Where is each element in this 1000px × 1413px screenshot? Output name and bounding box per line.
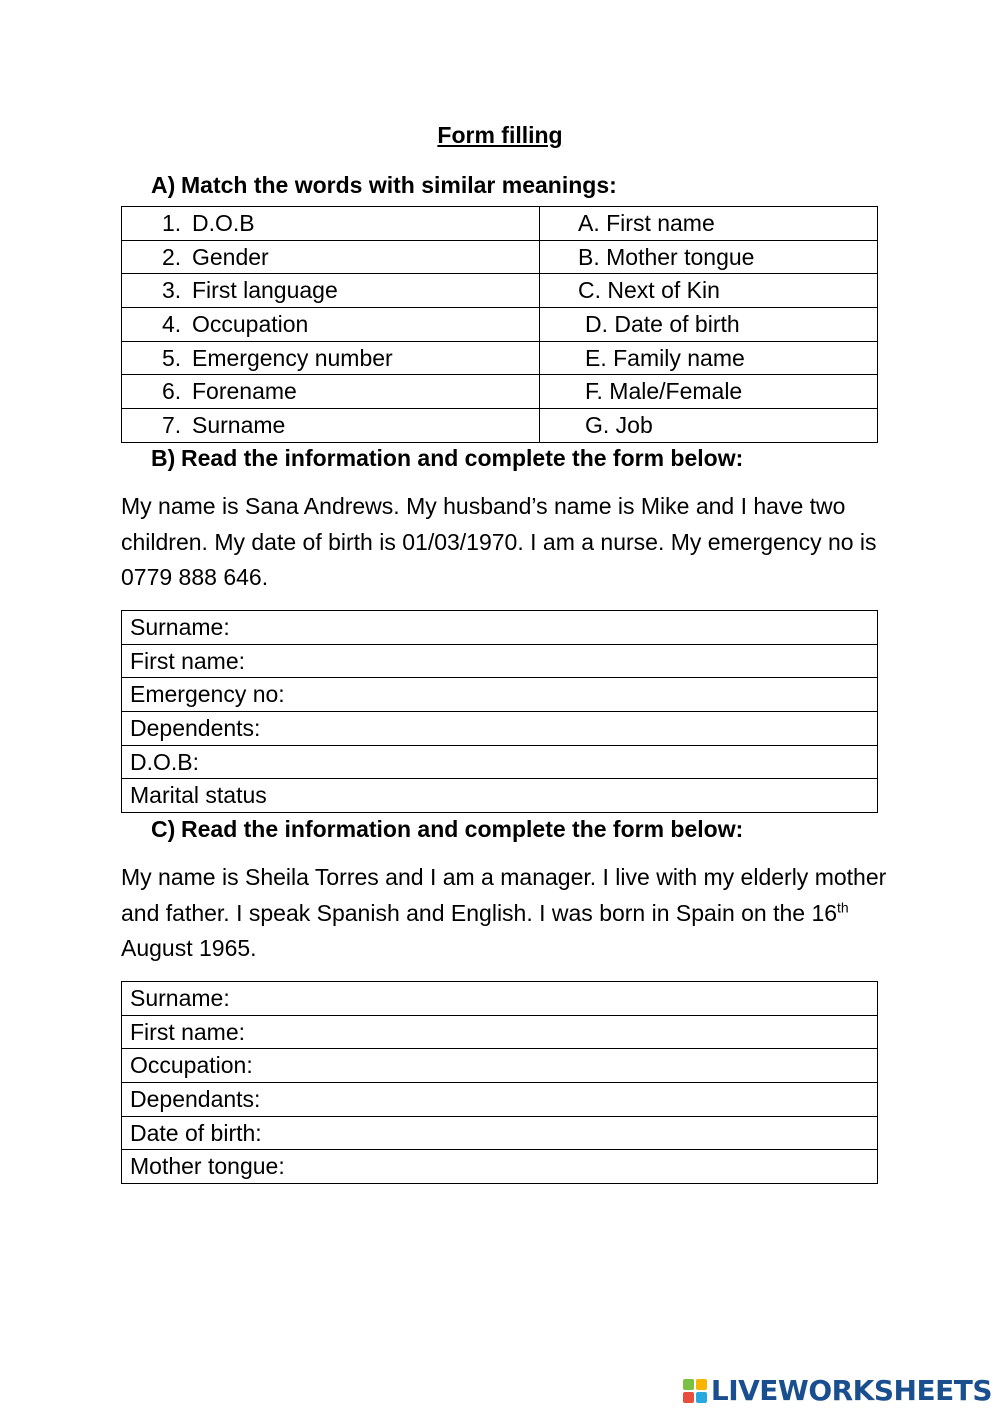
section-c-letter: C) (151, 816, 176, 842)
match-right-cell: D. Date of birth (540, 308, 878, 342)
form-c-field[interactable]: Occupation: (122, 1049, 878, 1083)
form-b-field[interactable]: Dependents: (122, 712, 878, 746)
section-c-paragraph: My name is Sheila Torres and I am a manager. I live with my elderly mother and father. I speak Spanish and English. I was born in Spain on the 16th August 1965. (121, 864, 887, 961)
match-right-cell: A. First name (540, 207, 878, 241)
table-row (122, 409, 878, 443)
table-row (122, 712, 878, 746)
section-b-paragraph: My name is Sana Andrews. My husband’s name is Mike and I have two children. My date of birth is 01/03/1970. I am a nurse. My emergency no is 0779 888 646. (121, 493, 877, 590)
table-row (122, 308, 878, 342)
match-right-cell: F. Male/Female (540, 375, 878, 409)
form-b-field[interactable]: Surname: (122, 611, 878, 645)
form-c-field[interactable]: Mother tongue: (122, 1150, 878, 1184)
section-c-heading (151, 816, 743, 843)
form-c-field[interactable]: Surname: (122, 982, 878, 1016)
table-row (122, 745, 878, 779)
section-b-heading (151, 445, 743, 472)
form-b-field[interactable]: Marital status (122, 779, 878, 813)
section-a-heading-text: Match the words with similar meanings: (181, 172, 617, 198)
table-row (122, 1015, 878, 1049)
table-row (122, 1049, 878, 1083)
section-a-letter: A) (151, 172, 176, 198)
table-row (122, 982, 878, 1016)
table-row (122, 341, 878, 375)
table-row (122, 1116, 878, 1150)
match-left-cell: 1. D.O.B (122, 207, 540, 241)
match-left-cell: 4. Occupation (122, 308, 540, 342)
match-right-cell: E. Family name (540, 341, 878, 375)
table-row (122, 611, 878, 645)
table-row (122, 1083, 878, 1117)
table-row (122, 1150, 878, 1184)
form-c (121, 981, 878, 1184)
match-left-cell: 7. Surname (122, 409, 540, 443)
match-right-cell: G. Job (540, 409, 878, 443)
section-b-letter: B) (151, 445, 176, 471)
table-row (122, 779, 878, 813)
watermark-text: LIVEWORKSHEETS (710, 1374, 992, 1407)
form-b-field[interactable]: D.O.B: (122, 745, 878, 779)
page-title: Form filling (437, 122, 563, 148)
form-c-field[interactable]: Date of birth: (122, 1116, 878, 1150)
match-left-cell: 2. Gender (122, 240, 540, 274)
section-a-heading (151, 172, 617, 199)
table-row (122, 644, 878, 678)
table-row (122, 240, 878, 274)
table-row (122, 678, 878, 712)
match-right-cell: C. Next of Kin (540, 274, 878, 308)
form-b-field[interactable]: First name: (122, 644, 878, 678)
section-b-heading-text: Read the information and complete the form below: (181, 445, 744, 471)
form-b (121, 610, 878, 813)
matching-table (121, 206, 878, 443)
form-b-field[interactable]: Emergency no: (122, 678, 878, 712)
form-c-field[interactable]: First name: (122, 1015, 878, 1049)
match-left-cell: 5. Emergency number (122, 341, 540, 375)
match-left-cell: 6. Forename (122, 375, 540, 409)
match-left-cell: 3. First language (122, 274, 540, 308)
table-row (122, 207, 878, 241)
liveworksheets-logo (683, 1374, 992, 1407)
table-row (122, 375, 878, 409)
form-c-field[interactable]: Dependants: (122, 1083, 878, 1117)
section-c-heading-text: Read the information and complete the form below: (181, 816, 744, 842)
liveworksheets-icon (683, 1379, 707, 1403)
table-row (122, 274, 878, 308)
match-right-cell: B. Mother tongue (540, 240, 878, 274)
